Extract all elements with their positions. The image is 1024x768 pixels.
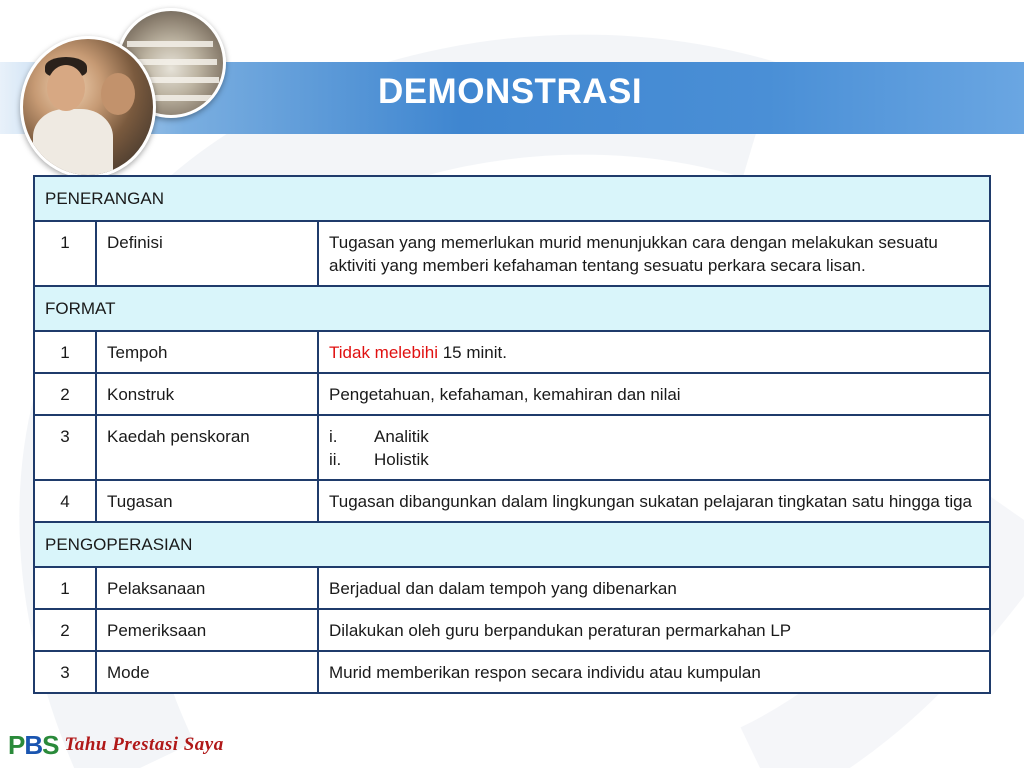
pbs-letter-p: P [8,729,25,760]
row-label: Konstruk [96,373,318,415]
section-row-pengoperasian [34,522,990,567]
row-text: Tugasan dibangunkan dalam lingkungan sukatan pelajaran tingkatan satu hingga tiga [318,480,990,522]
row-text: Murid memberikan respon secara individu atau kumpulan [318,651,990,693]
row-number: 1 [34,567,96,609]
table-row [34,221,990,286]
section-row-penerangan [34,176,990,221]
pbs-tagline: Tahu Prestasi Saya [64,734,224,755]
row-text-rest: 15 minit. [437,343,507,362]
row-text [318,331,990,373]
row-list [318,415,990,480]
pbs-logo-mark [8,730,58,761]
row-label: Tempoh [96,331,318,373]
section-heading: PENERANGAN [34,176,990,221]
row-text: Tugasan yang memerlukan murid menunjukkan cara dengan melakukan sesuatu aktiviti yang memberi kefahaman tentang sesuatu perkara secara lisan. [318,221,990,286]
section-heading: PENGOPERASIAN [34,522,990,567]
pbs-letter-b: B [24,729,43,760]
section-row-format [34,286,990,331]
demonstration-table [33,175,991,694]
table-row [34,373,990,415]
table-row [34,480,990,522]
table-row [34,651,990,693]
row-label: Tugasan [96,480,318,522]
row-number: 1 [34,221,96,286]
row-text: Berjadual dan dalam tempoh yang dibenarkan [318,567,990,609]
row-label: Mode [96,651,318,693]
row-text: Dilakukan oleh guru berpandukan peraturan permarkahan LP [318,609,990,651]
list-number: i. [329,427,338,446]
list-number: ii. [329,450,342,469]
row-number: 2 [34,373,96,415]
pbs-logo [8,730,224,760]
highlight-text: Tidak melebihi [329,343,438,362]
table-row [34,567,990,609]
row-number: 3 [34,651,96,693]
students-photo [20,36,156,178]
row-number: 4 [34,480,96,522]
list-item [329,425,979,448]
row-label: Pemeriksaan [96,609,318,651]
list-text: Analitik [374,427,429,446]
slide-title: DEMONSTRASI [377,72,643,111]
row-text: Pengetahuan, kefahaman, kemahiran dan nilai [318,373,990,415]
row-label: Pelaksanaan [96,567,318,609]
row-number: 1 [34,331,96,373]
list-item [329,448,979,471]
row-label: Kaedah penskoran [96,415,318,480]
row-number: 2 [34,609,96,651]
row-number: 3 [34,415,96,480]
table-row [34,415,990,480]
table-row [34,609,990,651]
row-label: Definisi [96,221,318,286]
table-row [34,331,990,373]
section-heading: FORMAT [34,286,990,331]
pbs-letter-s: S [42,729,59,760]
list-text: Holistik [374,450,429,469]
